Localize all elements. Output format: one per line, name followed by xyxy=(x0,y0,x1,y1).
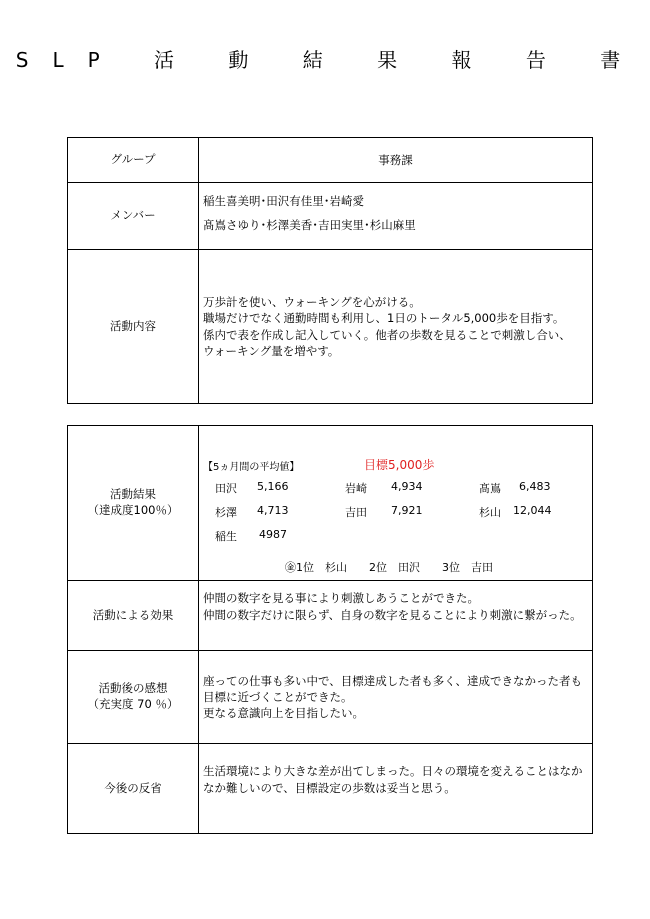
impression-label-title: 活動後の感想 xyxy=(98,681,168,696)
members-line-2: 髙嶌さゆり･杉澤美香･吉田実里･杉山麻里 xyxy=(203,218,416,232)
impression-label xyxy=(68,651,199,744)
activity-line: 万歩計を使い、ウォーキングを心がける。 xyxy=(203,295,421,310)
target-label: 目標5,000歩 xyxy=(364,458,435,472)
result-name: 吉田 xyxy=(345,506,367,519)
activity-line: ウォーキング量を増やす。 xyxy=(203,343,340,358)
reflection-cell xyxy=(199,744,593,834)
result-name: 田沢 xyxy=(215,482,237,495)
activity-cell xyxy=(199,250,593,404)
results-cell xyxy=(199,426,593,581)
group-value: 事務課 xyxy=(199,138,593,183)
impression-cell xyxy=(199,651,593,744)
result-value: 4987 xyxy=(259,528,287,541)
result-name: 岩崎 xyxy=(345,482,367,495)
group-label: グループ xyxy=(68,138,199,183)
result-name: 稲生 xyxy=(215,530,237,543)
activity-line: 職場だけでなく通勤時間も利用し、1日のトータル5,000歩を目指す。 xyxy=(203,311,565,326)
member-label: メンバー xyxy=(68,183,199,250)
effect-cell xyxy=(199,581,593,651)
result-label-title: 活動結果 xyxy=(110,487,156,502)
result-value: 6,483 xyxy=(519,480,551,493)
activity-label: 活動内容 xyxy=(68,250,199,404)
page-title: SLP 活 動 結 果 報 告 書 xyxy=(15,48,645,72)
reflection-label: 今後の反省 xyxy=(68,744,199,834)
result-value: 5,166 xyxy=(257,480,289,493)
effect-line: 仲間の数字を見る事により刺激しあうことができた。 xyxy=(203,591,479,606)
result-value: 4,934 xyxy=(391,480,423,493)
activity-line: 係内で表を作成し記入していく。他者の歩数を見ることで刺激し合い、 xyxy=(203,327,571,342)
members-cell xyxy=(199,183,593,250)
effect-line: 仲間の数字だけに限らず、自身の数字を見ることにより刺激に繋がった。 xyxy=(203,607,582,622)
result-label xyxy=(68,426,199,581)
results-table xyxy=(67,425,593,834)
result-value: 7,921 xyxy=(391,504,423,517)
impression-line: 更なる意識向上を目指したい。 xyxy=(203,706,364,721)
reflection-line: 生活環境により大きな差が出てしまった。日々の環境を変えることはなかなか難しいので、目標設定の歩数は妥当と思う。 xyxy=(203,764,583,795)
members-line-1: 稲生喜美明･田沢有佳里･岩崎愛 xyxy=(203,193,364,208)
result-value: 12,044 xyxy=(513,504,552,517)
ranking-line: ㊎1位 杉山 2位 田沢 3位 吉田 xyxy=(285,561,493,574)
impression-line: 座っての仕事も多い中で、目標達成した者も多く、達成できなかった者も目標に近づくことができた。 xyxy=(203,673,583,704)
result-label-sub: （達成度100％） xyxy=(87,503,179,517)
period-label: 【5ヵ月間の平均値】 xyxy=(203,462,300,473)
result-value: 4,713 xyxy=(257,504,289,517)
result-name: 髙嶌 xyxy=(479,482,501,495)
info-table xyxy=(67,137,593,404)
result-name: 杉澤 xyxy=(215,506,237,519)
effect-label: 活動による効果 xyxy=(68,581,199,651)
impression-label-sub: （充実度 70 ％） xyxy=(87,697,179,711)
result-name: 杉山 xyxy=(479,506,501,519)
